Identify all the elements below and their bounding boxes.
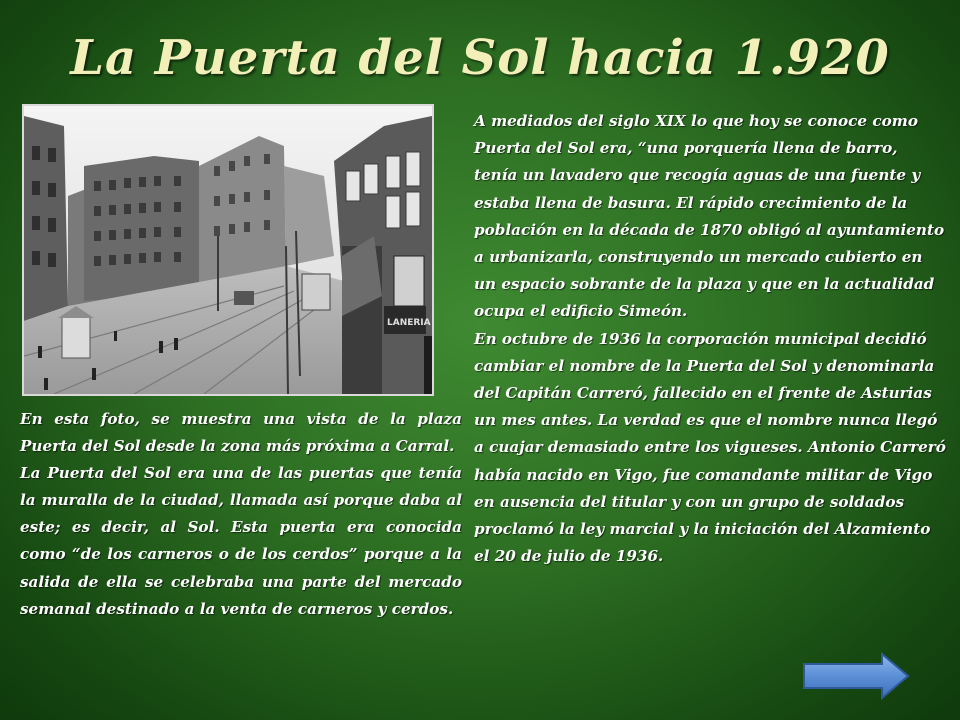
slide-title: La Puerta del Sol hacia 1.920 [70, 30, 890, 86]
right-text-column [474, 108, 946, 570]
photo-sign-text: LANERIA [387, 318, 431, 328]
left-text-column [20, 406, 462, 623]
left-paragraph-1: En esta foto, se muestra una vista de la plaza Puerta del Sol desde la zona más próxima a Carral. [20, 410, 462, 456]
next-slide-button[interactable] [802, 652, 910, 700]
right-arrow-icon [802, 652, 910, 700]
photo-illustration [24, 106, 432, 394]
left-paragraph-2: La Puerta del Sol era una de las puertas que tenía la muralla de la ciudad, llamada así porque daba al este; es decir, al Sol. Esta puerta era conocida como “de los carneros o de los cerdos” porque a la salida de ella se celebraba una parte del mercado semanal destinado a la venta de carneros y cerdos. [20, 464, 462, 618]
historic-photo [22, 104, 434, 396]
right-paragraph-2: En octubre de 1936 la corporación municipal decidió cambiar el nombre de la Puerta del Sol y denominarla del Capitán Carreró, fallecido en el frente de Asturias un mes antes. La verdad es que el nombre nunca llegó a cuajar demasiado entre los vigueses. Antonio Carreró había nacido en Vigo, fue comandante militar de Vigo en ausencia del titular y con un grupo de soldados proclamó la ley marcial y la iniciación del Alzamiento el 20 de julio de 1936. [474, 329, 946, 566]
right-paragraph-1: A mediados del siglo XIX lo que hoy se conoce como Puerta del Sol era, “una porquería llena de barro, tenía un lavadero que recogía aguas de una fuente y estaba llena de basura. El rápido crecimiento de la población en la década de 1870 obligó al ayuntamiento a urbanizarla, construyendo un mercado cubierto en un espacio sobrante de la plaza y que en la actualidad ocupa el edificio Simeón. [474, 112, 945, 321]
